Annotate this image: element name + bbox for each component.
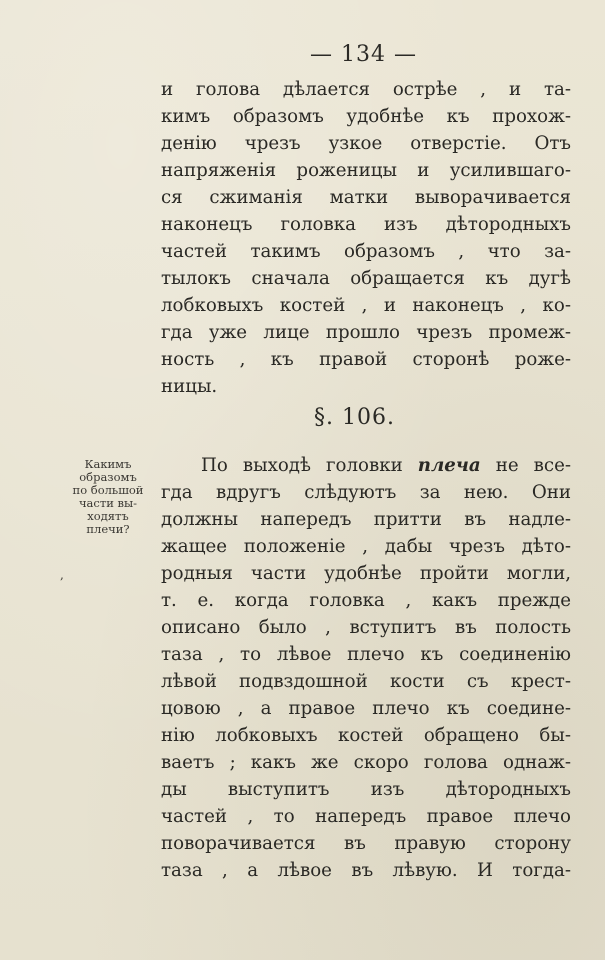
text-line: и голова дѣлается острѣе , и та- [161, 79, 571, 100]
marginal-note-line: по большой [72, 483, 144, 497]
text-line: таза , а лѣвое въ лѣвую. И тогда- [161, 860, 571, 881]
text-line: т. е. когда головка , какъ прежде [161, 590, 571, 611]
text-line: лѣвой подвздошной кости съ крест- [161, 671, 571, 692]
section-heading: §. 106. [314, 405, 395, 430]
marginal-note-line: Какимъ [84, 457, 132, 471]
marginal-mark: , [60, 568, 64, 582]
text-span: По выходѣ головки [201, 455, 418, 476]
emphasized-word: плеча [417, 455, 481, 476]
text-line [161, 452, 571, 479]
marginal-note [58, 458, 158, 536]
text-line: напряженія роженицы и усилившаго- [161, 160, 571, 181]
text-line: ницы. [161, 376, 218, 397]
text-line: поворачивается въ правую сторону [161, 833, 571, 854]
text-line: гда вдругъ слѣдуютъ за нею. Они [161, 482, 571, 503]
text-line: жащее положеніе , дабы чрезъ дѣто- [161, 536, 571, 557]
text-line: нію лобковыхъ костей обращено бы- [161, 725, 571, 746]
text-line: наконецъ головка изъ дѣтородныхъ [161, 214, 571, 235]
text-line: таза , то лѣвое плечо къ соединенію [161, 644, 571, 665]
paragraph-2 [161, 452, 571, 884]
paragraph-1 [161, 76, 571, 400]
text-line: ваетъ ; какъ же скоро голова однаж- [161, 752, 571, 773]
text-span: не все- [480, 455, 571, 476]
text-line: описано было , вступитъ въ полость [161, 617, 571, 638]
text-line: ся сжиманія матки выворачивается [161, 187, 571, 208]
text-line: родныя части удобнѣе пройти могли, [161, 563, 571, 584]
text-line: кимъ образомъ удобнѣе къ прохож- [161, 106, 571, 127]
text-line: должны напередъ притти въ надле- [161, 509, 571, 530]
page-number: — 134 — [310, 42, 417, 67]
text-line: ды выступитъ изъ дѣтородныхъ [161, 779, 571, 800]
text-line: гда уже лице прошло чрезъ промеж- [161, 322, 571, 343]
marginal-note-line: части вы- [78, 496, 138, 510]
text-line: лобковыхъ костей , и наконецъ , ко- [161, 295, 571, 316]
text-line: денію чрезъ узкое отверстіе. Отъ [161, 133, 571, 154]
text-line: цовою , а правое плечо къ соедине- [161, 698, 571, 719]
text-line: частей , то напередъ правое плечо [161, 806, 571, 827]
marginal-note-line: образомъ [79, 470, 137, 484]
marginal-note-line: ходятъ [87, 509, 129, 523]
text-line: частей такимъ образомъ , что за- [161, 241, 571, 262]
marginal-note-line: плечи? [86, 522, 130, 536]
text-line: ность , къ правой сторонѣ роже- [161, 349, 571, 370]
text-line: тылокъ сначала обращается къ дугѣ [161, 268, 571, 289]
